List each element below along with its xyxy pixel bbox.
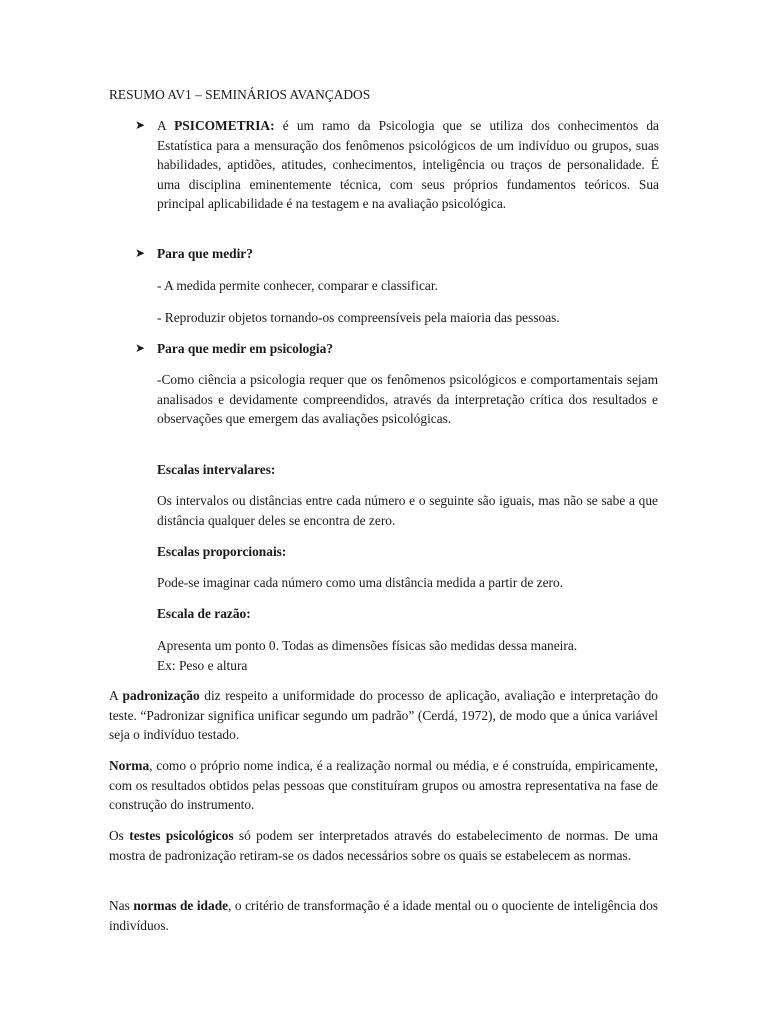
- bullet-medir-psicologia: [135, 339, 659, 359]
- paragraph-body: , o critério de transformação é a idade mental ou o quociente de inteligência dos indivíduos.: [109, 898, 658, 933]
- bullet-prefix: A: [157, 118, 166, 133]
- bullet-para-que-medir: [135, 244, 659, 264]
- psychology-measure-text: -Como ciência a psicologia requer que os fenômenos psicológicos e comportamentais sejam analisados e devidamente compreendidos, através da interpretação crítica dos resultados e observações que emergem das avaliações psicológicas.: [157, 372, 658, 427]
- scale-razao-line-2: Ex: Peso e altura: [157, 657, 248, 673]
- scale-razao-line-1: Apresenta um ponto 0. Todas as dimensões físicas são medidas dessa maneira.: [157, 638, 578, 653]
- paragraph-prefix: Os: [109, 828, 124, 843]
- scale-proporcionais-text: Pode-se imaginar cada número como uma distância medida a partir de zero.: [157, 575, 564, 590]
- paragraph-normas-idade: [109, 896, 658, 935]
- scale-razao-text: [157, 636, 658, 675]
- scale-intervalares-text: Os intervalos ou distâncias entre cada número e o seguinte são iguais, mas não se sabe a que distância qualquer deles se encontra de zero.: [157, 493, 658, 528]
- paragraph-term: Norma: [109, 758, 150, 773]
- measure-line-2: - Reproduzir objetos tornando-os compreensíveis pela maioria das pessoas.: [157, 310, 560, 325]
- document-title: RESUMO AV1 – SEMINÁRIOS AVANÇADOS: [109, 87, 371, 102]
- bullet-psicometria-text: [157, 116, 659, 214]
- bullet-heading: Para que medir?: [157, 246, 253, 261]
- paragraph-prefix: Nas: [109, 898, 130, 913]
- paragraph-prefix: A: [109, 688, 118, 703]
- arrow-bullet-icon: ➤: [135, 341, 146, 355]
- arrow-bullet-icon: ➤: [135, 246, 146, 260]
- bullet-term: PSICOMETRIA:: [174, 118, 275, 133]
- paragraph-body: só podem ser interpretados através do estabelecimento de normas. De uma mostra de padronização retiram-se os dados necessários sobre os quais se estabelecem as normas.: [109, 828, 658, 863]
- bullet-heading: Para que medir em psicologia?: [157, 341, 334, 356]
- arrow-bullet-icon: ➤: [135, 118, 146, 132]
- scale-razao-heading: Escala de razão:: [157, 606, 251, 621]
- paragraph-term: testes psicológicos: [129, 828, 234, 843]
- measure-line-1: - A medida permite conhecer, comparar e classificar.: [157, 278, 438, 293]
- paragraph-padronizacao: [109, 686, 658, 745]
- paragraph-body: , como o próprio nome indica, é a realização normal ou média, e é construída, empiricamente, com os resultados obtidos pelas pessoas que constituíram grupos ou amostra representativa na fase de construção do instrumento.: [109, 758, 658, 813]
- paragraph-testes: [109, 826, 658, 865]
- paragraph-term: padronização: [122, 688, 200, 703]
- bullet-psicometria: [135, 116, 659, 214]
- paragraph-norma: [109, 756, 658, 815]
- scale-proporcionais-heading: Escalas proporcionais:: [157, 544, 287, 559]
- bullet-body: é um ramo da Psicologia que se utiliza dos conhecimentos da Estatística para a mensuração dos fenômenos psicológicos de um indivíduo ou grupos, suas habilidades, aptidões, atitudes, conhecimentos, inteligência ou traços de personalidade. É uma disciplina eminentemente técnica, com seus próprios fundamentos teóricos. Sua principal aplicabilidade é na testagem e na avaliação psicológica.: [157, 118, 659, 212]
- paragraph-body: diz respeito a uniformidade do processo de aplicação, avaliação e interpretação do teste. “Padronizar significa unificar segundo um padrão” (Cerdá, 1972), de modo que a única variável seja o indivíduo testado.: [109, 688, 659, 743]
- scale-intervalares-heading: Escalas intervalares:: [157, 462, 276, 477]
- paragraph-term: normas de idade: [133, 898, 229, 913]
